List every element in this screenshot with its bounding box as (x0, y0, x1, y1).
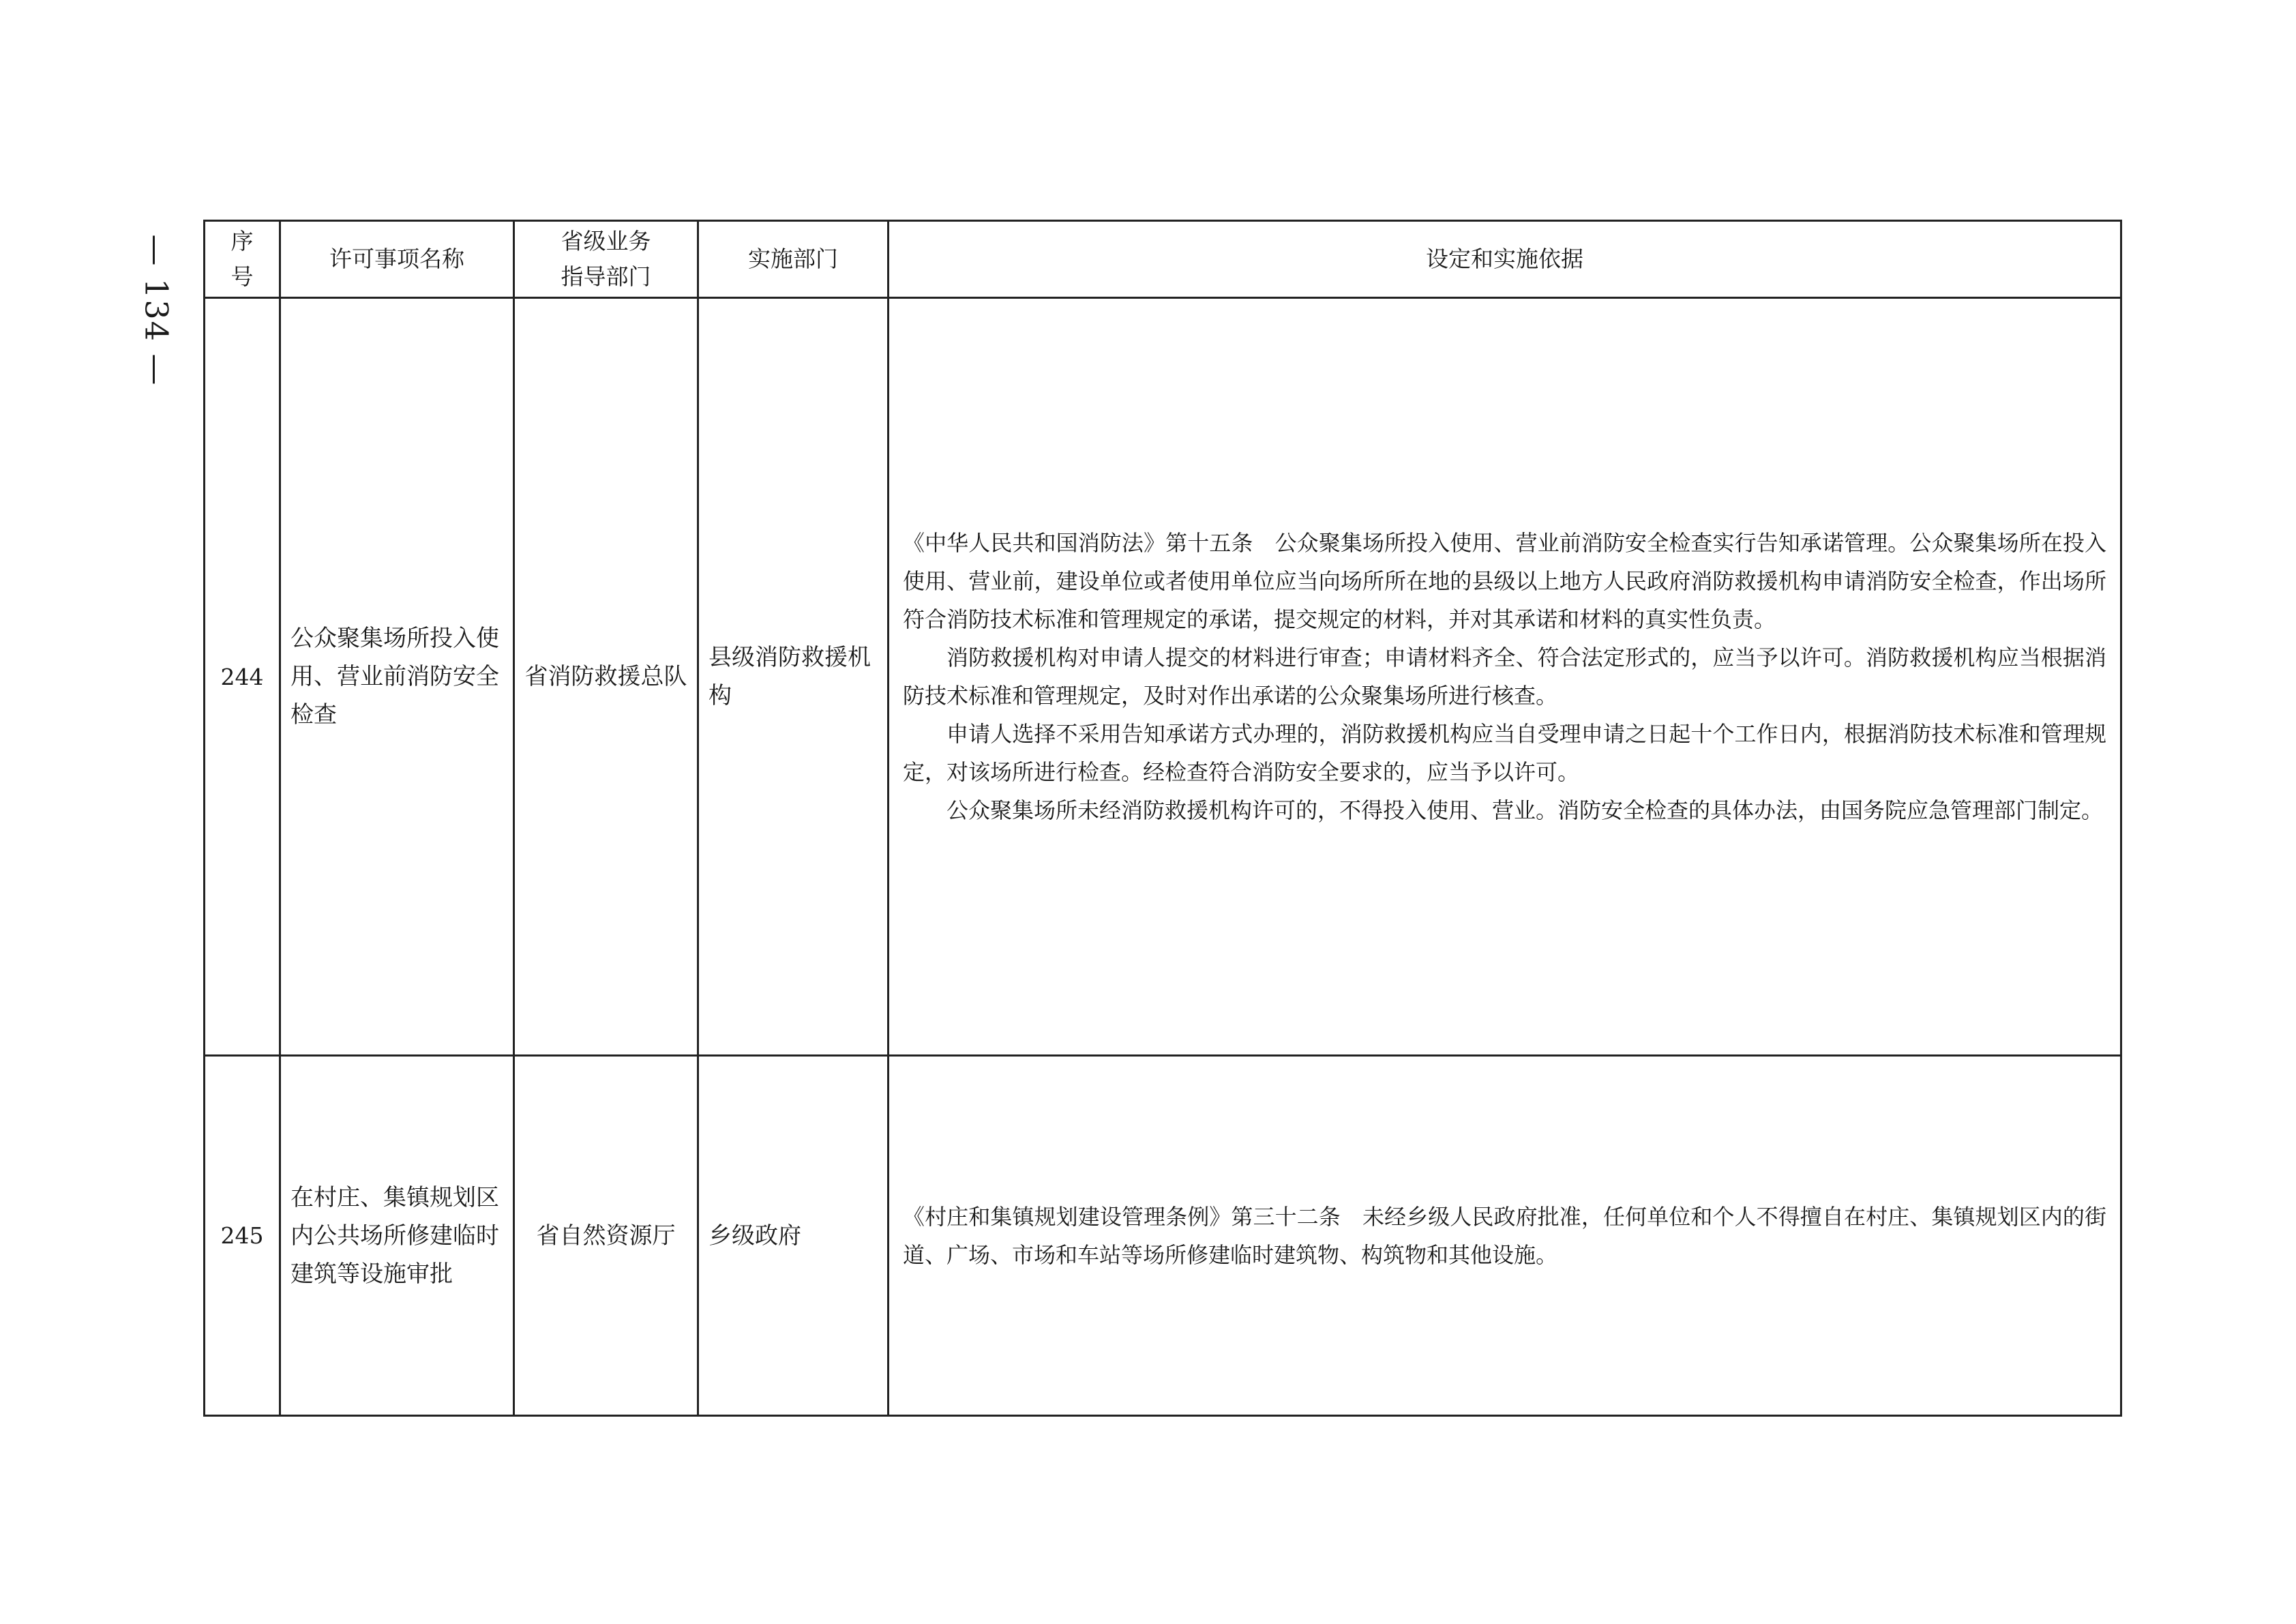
header-basis: 设定和实施依据 (889, 221, 2121, 298)
header-name: 许可事项名称 (280, 221, 514, 298)
row-basis (889, 298, 2121, 1056)
page-number-text: — 134 — (138, 234, 176, 387)
page-number (130, 225, 184, 396)
basis-paragraph: 《村庄和集镇规划建设管理条例》第三十二条 未经乡级人民政府批准，任何单位和个人不得擅自在村庄、集镇规划区内的街道、广场、市场和车站等场所修建临时建筑物、构筑物和其他设施。 (903, 1203, 2106, 1268)
row-impl-dept: 县级消防救援机构 (698, 298, 889, 1056)
basis-paragraph: 消防救援机构对申请人提交的材料进行审查；申请材料齐全、符合法定形式的，应当予以许可。消防救援机构应当根据消防技术标准和管理规定，及时对作出承诺的公众聚集场所进行核查。 (903, 645, 2106, 709)
row-impl-dept: 乡级政府 (698, 1056, 889, 1416)
basis-paragraph: 申请人选择不采用告知承诺方式办理的，消防救援机构应当自受理申请之日起十个工作日内，根据消防技术标准和管理规定，对该场所进行检查。经检查符合消防安全要求的，应当予以许可。 (903, 721, 2106, 785)
table-row (205, 298, 2121, 1056)
permit-table (203, 220, 2122, 1417)
row-permit-name: 在村庄、集镇规划区内公共场所修建临时建筑等设施审批 (280, 1056, 514, 1416)
row-guide-dept: 省自然资源厅 (514, 1056, 698, 1416)
header-impl-dept: 实施部门 (698, 221, 889, 298)
basis-paragraph: 《中华人民共和国消防法》第十五条 公众聚集场所投入使用、营业前消防安全检查实行告知承诺管理。公众聚集场所在投入使用、营业前，建设单位或者使用单位应当向场所所在地的县级以上地方人民政府消防救援机构申请消防安全检查，作出场所符合消防技术标准和管理规定的承诺，提交规定的材料，并对其承诺和材料的真实性负责。 (903, 530, 2106, 632)
header-guide-dept: 省级业务指导部门 (514, 221, 698, 298)
header-seq: 序号 (205, 221, 280, 298)
row-guide-dept: 省消防救援总队 (514, 298, 698, 1056)
table-header-row (205, 221, 2121, 298)
row-permit-name: 公众聚集场所投入使用、营业前消防安全检查 (280, 298, 514, 1056)
basis-paragraph: 公众聚集场所未经消防救援机构许可的，不得投入使用、营业。消防安全检查的具体办法，由国务院应急管理部门制定。 (946, 797, 2104, 823)
row-basis (889, 1056, 2121, 1416)
row-seq: 244 (205, 298, 280, 1056)
table-row (205, 1056, 2121, 1416)
row-seq: 245 (205, 1056, 280, 1416)
